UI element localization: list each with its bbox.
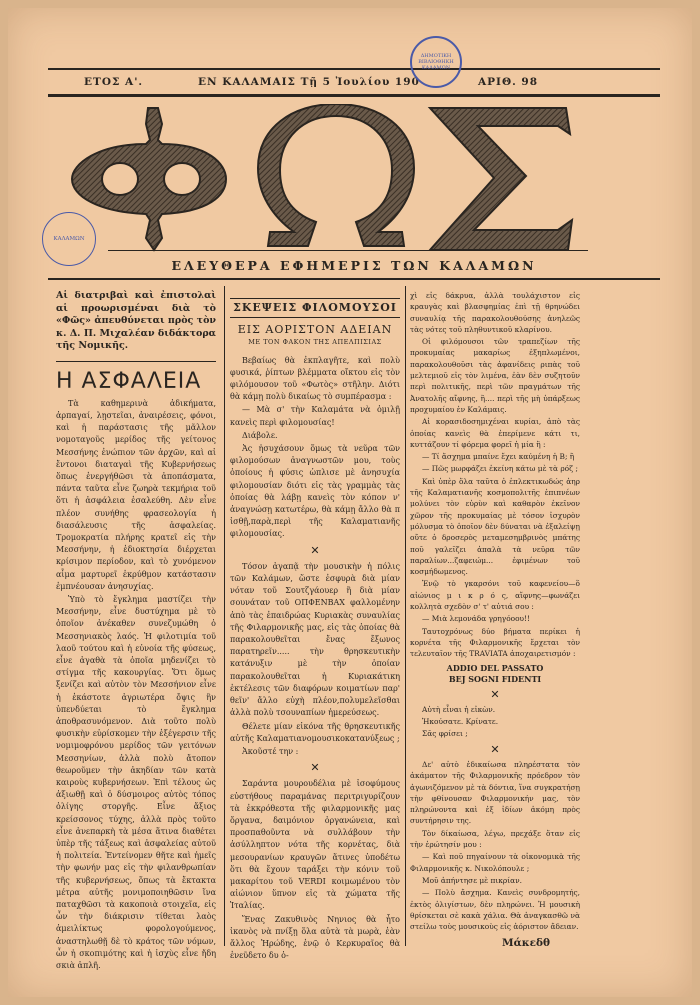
editorial-notice: Αἱ διατριβαὶ καὶ ἐπιστολαὶ αἱ προωρισμέναι διὰ τὸ «Φῶς» ἀπευθύνεται πρὸς τὸν κ. Δ. Π. Μιχαλέαν διδάκτορα τῆς Νομικῆς. <box>56 290 216 351</box>
letter-phi <box>72 108 226 250</box>
letter-sigma <box>430 108 572 250</box>
essay-paragraph: — Πολὺ ἄσχημα. Κανεὶς συνδρομητής, ἐκτὸς ὀλιγίστων, δὲν πληρώνει. Ἡ μουσικὴ θρίσκεται σὲ κακὰ χάλια. Θὰ ἀναγκασθῶ νὰ στείλω τοὺς μουσικοὺς εἰς ἀόριστον ἄδειαν. <box>410 888 580 932</box>
header-rule <box>48 94 660 97</box>
letter-omega <box>258 104 414 246</box>
issue-number: ΑΡΙΘ. 98 <box>478 76 539 88</box>
essay-paragraph: Αἱ κορασιδοσημιχέναι κυρίαι, ἀπὸ τὰς ὁποίας κανεὶς θὰ ἐπερίμενε κάτι τι, κυττάζουν τί φόρεμα φορεῖ ἡ μία ἢ : <box>410 417 580 449</box>
article-paragraph: Τὰ καθημερινὰ ἀδικήματα, ἁρπαγαί, λῃστεῖαι, ἀναιρέσεις, φόνοι, καὶ ἡ παράστασις τῆς μᾶλλον νομοταγοῦς μερίδος τῆς γείτονος Μεσσήνης ἐνώπιον τῶν ἀρχῶν, καὶ αἱ ἔντονοι διαταγαὶ τῆς Κυβερνήσεως ὅπως ἐνεργήθῶσι τὰ ἀποπάσματα, πάντα ταῦτα εἶνε ζωηρὰ τεκμήρια τοῦ ὅτι ἡ ἀσφάλεια ἐσαλεύθη. Δὲν εἶνε πλέον συνήθης φρασεολογία ἡ διασάλευσις τῆς ἀσφαλείας. Τρομοκρατία πλήρης κρατεῖ εἰς τὴν Μεσσήνην, ἡ ἐδιοκτησία διέρχεται κρίσιμον περίοδον, καὶ τὸ χυνόμενον αἷμα μαρτυρεῖ ἐκρύθμον κατάστασιν ἐμπνέουσαν ἀνησυχίας. <box>56 398 216 591</box>
essay-paragraph: Μοῦ ἀπήντησε μὲ πικρίαν. <box>422 875 522 885</box>
section-cross: ✕ <box>490 742 500 756</box>
article-headline: Η ΑΣΦΑΛΕΙΑ <box>56 368 202 394</box>
top-rule <box>48 68 660 70</box>
essay-paragraph: — Καὶ ποῦ πηγαίνουν τὰ οἰκονομικὰ τῆς Φιλαρμονικῆς κ. Νικολόπουλε ; <box>410 852 580 873</box>
header-line <box>48 72 660 94</box>
masthead-rule <box>108 250 588 251</box>
article-paragraph: Ὑπὸ τὸ ἔγκλημα μαστίζει τὴν Μεσσήνην, εἶνε δυστύχημα μὲ τὸ ὁποῖον ἀνέκαθεν συνεζυμώθη ὁ Μεσσηνιακὸς λαός. Ἡ φιλοτιμία τοῦ λαοῦ τούτου καὶ ἡ εὐνοία τῆς φύσεως, εἶνε ἀγαθὰ τὰ ὁποῖα μηδενίζει τὸ στίγμα τῆς κακουργίας. Ὅτι ὅμως ξενίζει καὶ αὐτὸν τὸν Μεσσήνιον εἶνε ἡ ἐκάστοτε ἀγριωτέρα ὄψις ἣν ὑπενδύεται τὸ ἔγκλημα ἀποθρασυνόμενον. Διὰ τοῦτο πολὺ φυσικὴν εὑρίσκομεν τὴν ἐξέγερσιν τῆς νομιμοφρόνου μερίδος τῶν γειτόνων Μεσσηνίων, ἀλλὰ πολὺ ἄτοπον θεωροῦμεν τὴν ἀκηδίαν τῶν κατὰ καιροὺς κυβερνήσεων. Ἐπὶ τέλους ὡς ἀξιωθῇ καὶ ὁ δύσμοιρος αὐτὸς τόπος ὀλίγης στοργῆς. Εἶνε ἄξιος κρείσσονος τύχης, ἀλλὰ πρὸς τοῦτο εἶνε ἀνεπαρκὴ τὰ μέσα ἅτινα διαθέτει ὑπὲρ τῆς τάξεως καὶ ἀσφαλείας αὐτοῦ ἡ πολιτεία. Ἐντείνομεν θῆτε καὶ ἡμεῖς τὴν φωνήν μας εἰς τὴν φιλανθρωπίαν τῆς κυβερνήσεως, ὅπως τὰ ἔκτακτα μέτρα αὐτῆς μονιμοποιηθῶσιν ἵνα παταχθῶσι τὰ κακοποιὰ στοιχεῖα, εἰς ὧν τὴν διάκρισιν τίθεται λαὸς ἀμειλίκτως φορολογούμενος, ἀναστηλωθῇ δὲ τὸ κράτος τῶν νόμων, ὧν ἡ σκοπιμότης καὶ ἡ ἰσχὺς εἶνε ἤδη σκιὰ ἁπλῆ. <box>56 594 216 971</box>
collection-stamp-label: ΚΑΛΑΜΩΝ <box>53 236 85 242</box>
author-signature: Μάκεδθ <box>502 937 550 950</box>
essay-paragraph: Αὐτὴ εἶναι ἡ εἰκὼν. <box>422 704 496 714</box>
essay-paragraph: Ἀκοῦστέ την : <box>242 746 299 756</box>
subtitle-rule <box>48 278 660 280</box>
essay-paragraph: — Πῶς μωρφάζει ἐκείνη κάτω μὲ τὰ ρόζ ; <box>422 464 578 474</box>
section-title: ΣΚΕΨΕΙΣ ΦΙΛΟΜΟΥΣΟΙ <box>230 298 400 318</box>
column-divider-2 <box>405 286 406 946</box>
essay-subtitle: ΜΕ ΤΟΝ ΦΑΚΟΝ ΤΗΣ ΑΠΕΛΠΙΣΙΑΣ <box>248 338 382 347</box>
essay-paragraph: Καὶ ὑπὲρ ὅλα ταῦτα ὁ ἐπλεκτικωδώς ἀηρ τῆς Καλαματιανῆς κοσμοπολιτῆς ἐπιπνέων μολύνει τὸν εὐρὺν καὶ καθαρὸν ἐκεῖνον χῶρον τῆς προκυμαίας μὲ τόσον ἰσχυρὸν μόλυσμα τὸ ὁποῖον δὲν δύναται νὰ ἐξαλείψῃ οὔτε ὁ δροσερὸς μεταμεσημβρινὸς μπάτης ποῦ γαλεῖζει ἁπαλὰ τὰ νεῦρα τῶν παραλίων...ζαφειώμ... ἐφιμένων τοῦ κοσμήδωμενος. <box>410 476 580 577</box>
essay-title: ΕΙΣ ΑΟΡΙΣΤΟΝ ΑΔΕΙΑΝ <box>237 323 393 337</box>
column-1 <box>56 290 216 973</box>
masthead-logo <box>58 104 638 254</box>
essay-paragraph: Ταυτοχρόνως δύο βήματα περίκει ἡ κορνέτα τῆς Φιλαρμονικῆς ἔρχεται τὸν τελευταῖον τῆς TRAVIATA ἀποχαιρετισμόν : <box>410 626 580 659</box>
essay-paragraph: Σαράντα μουρουδέλια μὲ ἰσοφύμους εὐστήθους παραμάνας περιτριγυρίζουν τὰ ἐκκρόθεστα τῆς φιλαρμονικῆς μας ὄργανα, δαιμόνιον ὀργανώνεια, καὶ προσπαθοῦντα νὰ συλλάβουν τὴν ἀσύλληπτον νότα τῆς κορνέτας, διὰ μεσουρανίων κραυγῶν ἅτινες ὑποδέτω ὅτι θὰ ἔχουν ταράξει τὴν κόνιν τοῦ μακαρίτου τοῦ VERDI κοιμωμένου τὸν αἰώνιον ὕπνον εἰς τὰ χώματα τῆς Ἰταλίας. <box>230 779 400 911</box>
section-cross: ✕ <box>310 761 320 775</box>
essay-paragraph: Βεβαίως θὰ ἐκπλαγῆτε, καὶ πολὺ φυσικά, ῥίπτων βλέμματα οἴκτου εἰς τὸν φιλόμουσον τοῦ «Φωτὸς» στῆλην. Διότι θὰ κάμῃ πολὺ δικαίως τὸ συμπέρασμα : <box>230 355 400 402</box>
library-stamp <box>410 36 462 88</box>
essay-paragraph: Θέλετε μίαν εἰκόνα τῆς θρησκευτικῆς αὐτῆς Καλαματιανομουσικοκατανύξεως ; <box>230 721 400 743</box>
aria-quote <box>410 663 580 685</box>
essay-paragraph: Ἐνῷ τὸ γκαρσόνι τοῦ καφενείου—ὅ αἰώνιος μ ι κ ρ ό ς, αἴφνης—φωνάζει κολλητὰ σχεδὸν σ' τ' αὐτιά σου : <box>410 579 580 612</box>
essay-paragraph: Τόσον ἀγαπᾷ τὴν μουσικὴν ἡ πόλις τῶν Καλάμων, ὥστε ἐσφυρὰ διὰ μίαν νόταν τοῦ Σουτζγάουερ ἢ διὰ μίαν σουνάταν τοῦ ΟΠΦΕΝΒΑΧ φαλλομένην ἀπὸ τὰς ἐπαιδρώας Κυριακὰς συναυλίας τῆς Φιλαρμονικῆς μας, εἰς τὰς ὁποίας θὰ παρακολουθεῖται ἔνας ἔξωνος παρατηρεῖν..... τὴν θρησκευτικὴν κατάνυξιν μὲ τὴν ὁποίαν παρακολουθεῖται ἡ Κυριακάτικη ἐκτέλεσις τῶν διαφόρων κοιματίων παρ' θεῖν' ἄλλο εὐχὴ πλέον,πολυμελεῖσθαι ἀλλὰ πολὺ τσουναπίων ἡμερεύσεως. <box>230 561 400 718</box>
column-2 <box>230 290 400 963</box>
newspaper-page <box>8 8 692 997</box>
essay-paragraph: Τὸν δίκαίωσα, λέγω, πρεχάξε ὅταν εἰς τὴν ἐρώτησίν μου : <box>410 828 580 850</box>
essay-paragraph: Ἠκούσατε. Κρίνατε. <box>422 717 499 727</box>
library-stamp-label: ΔΗΜΟΤΙΚΗ ΒΙΒΛΙΟΘΗΚΗ ΚΑΛΑΜΩΝ <box>418 53 454 71</box>
essay-paragraph: — Μὰ σ' τὴν Καλαμάτα νὰ ὁμιλῇ κανεὶς περὶ φιλομουσίας! <box>230 405 400 427</box>
year-label: ΕΤΟΣ Α'. <box>84 76 144 88</box>
essay-paragraph: Σᾶς φρίσει ; <box>422 729 468 739</box>
essay-paragraph: Δε' αὐτὸ ἐδικαίωσα πληρέστατα τὸν ἀκάματον τῆς Φιλαρμονικῆς πρόεδρον τὸν ἀγωνιζόμενον μὲ τὰ δόντια, ἵνα συγκρατήσῃ τὴν φθίνουσαν Φιλαρμονικήν μας, τὸν πληρώνοντα καὶ ἐξ ἰδίων ἀκόμη πρὸς συντήρησιν της. <box>410 759 580 826</box>
essay-paragraph: Ἀς ἠσυχάσουν ὅμως τὰ νεῦρα τῶν φιλομούσων ἀναγνωστῶν μου, τοὺς ὁποίους ἡ φύσις ὡπλισε μὲ ἀνησυχία φιλομουσίαν διότι εἰς τὰς γραμμὰς τὰς ὁποίας θὰ λάβῃ κανεὶς τὸν κόπον ν' ἀναγνώσῃ κατωτέρω, θὰ κάμῃ ἄλλο θὰ π ἰσθῇ,παρὰ,περὶ τῆς Καλαματιανῆς φιλομουσίας. <box>230 444 400 539</box>
aria-line: ADDIO DEL PASSATO <box>446 662 544 673</box>
column-3 <box>410 290 580 950</box>
essay-paragraph: χὶ εἰς δάκρυα, ἀλλὰ τουλάχιστον εἰς κραυγὰς καὶ βλασφημίας ἐπὶ τῇ θρηνώδει συναυλίᾳ τῆς παρακολουθούσης ἀνηλεῶς τὰς νότες τοῦ πληθυντικοῦ κλαρίνου. <box>410 291 580 334</box>
essay-paragraph: — Μιὰ λεμονάδα γρηγόοου!! <box>422 614 530 624</box>
section-cross: ✕ <box>490 687 500 701</box>
masthead-subtitle: ΕΛΕΥΘΕΡΑ ΕΦΗΜΕΡΙΣ ΤΩΝ ΚΑΛΑΜΩΝ <box>171 258 537 273</box>
essay-paragraph: Ἕνας Ζακυθινὸς Νηνιος θὰ ἦτο ἱκανὸς νὰ πνίξῃ ὅλα αὐτὰ τὰ μωρὰ, ἐὰν ἄλλος Ἡρώδης, ἐνῷ ὁ Κερκυραῖος θὰ ἐνεῦδετο δυ ὁ- <box>230 914 400 961</box>
essay-paragraph: — Τί ἄσχημα μπαίνε ἔχει καύμένη ἡ Β; ἢ <box>422 452 575 462</box>
notice-divider <box>56 361 216 362</box>
place-date: ΕΝ ΚΑΛΑΜΑΙΣ Τῇ 5 Ἰουλίου 190 <box>198 76 420 88</box>
section-cross: ✕ <box>310 543 320 557</box>
aria-line: BEJ SOGNI FIDENTI <box>448 673 542 684</box>
essay-paragraph: Οἱ φιλόμουσοι τῶν τραπεζίων τῆς προκυμαίας μακαρίως ἐξηπλωμένοι, παρακολουθοῦσι τὰς ἀφανίδεις ριπὰς τοῦ μελτεμιοῦ εἰς τὸν λιμένα, ἐὰν δὲν συζητοῦν περὶ πολιτικῆς, περὶ τῶν πραγμάτων τῆς Ἀνατολῆς αἴφνης, ἢ.... περὶ τῆς μὴ ὑπάρξεως προχυμαίου ἐν Καλάμαις. <box>410 337 580 414</box>
essay-paragraph: Διάβολε. <box>242 430 278 440</box>
column-divider-1 <box>224 286 225 946</box>
